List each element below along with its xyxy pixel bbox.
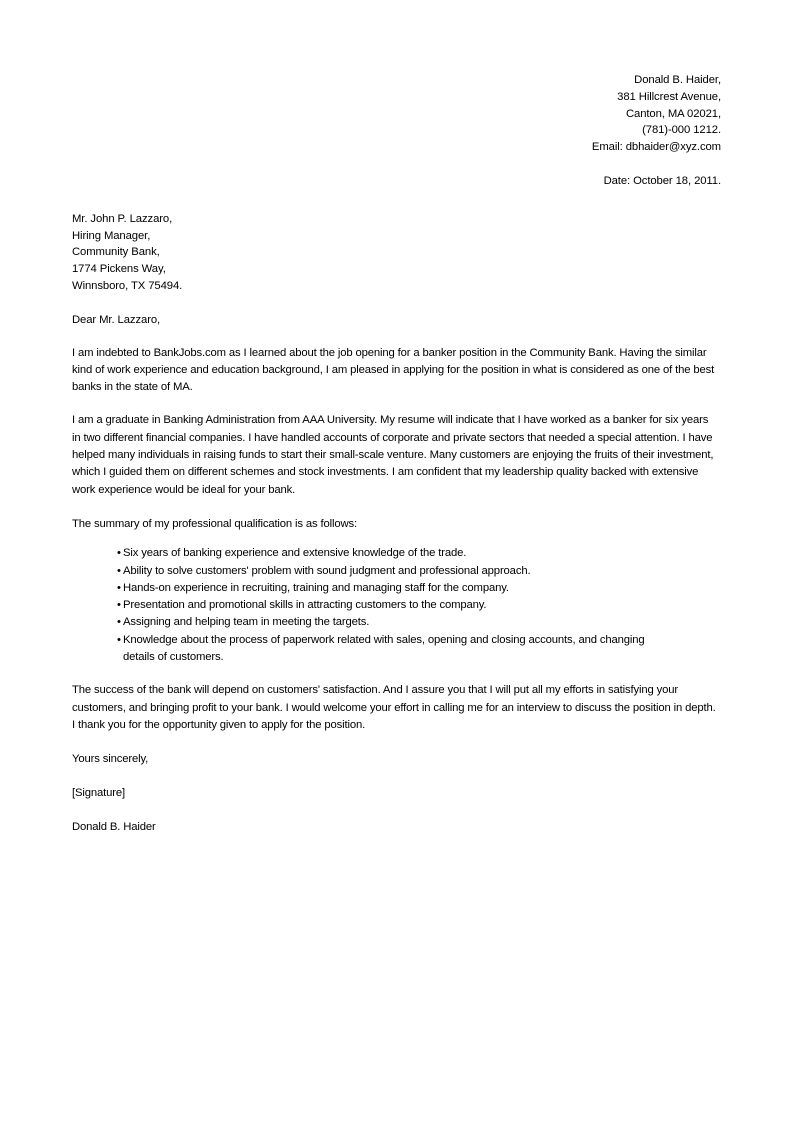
bullet-icon: • <box>117 616 121 629</box>
list-item-label: Assigning and helping team in meeting the targets. <box>123 616 370 629</box>
bullet-icon: • <box>117 633 121 646</box>
closing-paragraph: The success of the bank will depend on customers' satisfaction. And I assure you that I will put all my efforts in satisfying your customers, and bringing profit to your bank. I would welcome your effort in calling me for an interview to discuss the position in depth. I thank you for the opportunity given to apply for the position. <box>72 684 716 731</box>
recipient-company-line: Community Bank, <box>72 246 160 259</box>
list-item <box>72 545 652 562</box>
recipient-name-line: Mr. John P. Lazzaro, <box>72 212 173 225</box>
letter-date: Date: October 18, 2011. <box>603 174 721 187</box>
sender-address-line: Canton, MA 02021, <box>625 107 721 120</box>
qualification-list-intro: The summary of my professional qualification is as follows: <box>72 517 357 530</box>
list-item-label: Ability to solve customers' problem with sound judgment and professional approach. <box>123 564 531 577</box>
sender-address-block <box>72 72 721 156</box>
bullet-icon: • <box>117 599 121 612</box>
bullet-icon: • <box>117 564 121 577</box>
recipient-city-line: Winnsboro, TX 75494. <box>72 279 183 292</box>
signer-name: Donald B. Haider <box>72 820 156 833</box>
list-item <box>72 563 652 580</box>
list-item <box>72 632 652 667</box>
salutation: Dear Mr. Lazzaro, <box>72 313 161 326</box>
list-item-label: Knowledge about the process of paperwork related with sales, opening and closing accounts, and changing details of customers. <box>123 633 645 664</box>
list-item <box>72 614 652 631</box>
body-paragraph-1: I am indebted to BankJobs.com as I learned about the job opening for a banker position in the Community Bank. Having the similar kind of work experience and education background, I am pleased in applying for the position in what is considered as one of the best banks in the state of MA. <box>72 346 715 394</box>
sender-address-line: 381 Hillcrest Avenue, <box>617 90 721 103</box>
letter-content-area <box>72 72 721 836</box>
sender-phone-line: (781)-000 1212. <box>642 124 721 137</box>
list-item <box>72 580 652 597</box>
sender-address-line: Donald B. Haider, <box>634 74 721 86</box>
qualification-list <box>72 545 652 666</box>
list-item-label: Presentation and promotional skills in attracting customers to the company. <box>123 599 487 612</box>
signature-placeholder: [Signature] <box>72 786 125 799</box>
valediction: Yours sincerely, <box>72 753 149 766</box>
bullet-icon: • <box>117 581 121 594</box>
list-item-label: Six years of banking experience and extensive knowledge of the trade. <box>123 547 467 560</box>
list-item-label: Hands-on experience in recruiting, training and managing staff for the company. <box>123 581 509 594</box>
list-item <box>72 597 652 614</box>
sender-email-line: Email: dbhaider@xyz.com <box>591 141 721 154</box>
recipient-address-block <box>72 211 721 295</box>
recipient-title-line: Hiring Manager, <box>72 229 151 242</box>
recipient-street-line: 1774 Pickens Way, <box>72 263 166 276</box>
body-paragraph-2: I am a graduate in Banking Administration from AAA University. My resume will indicate that I have worked as a banker for six years in two different financial companies. I have handled accounts of corporate and private sectors that needed a special attention. I have helped many individuals in raising funds to start their small-scale venture. Many customers are enjoying the fruits of their investment, which I guided them on different schemes and stock investments. I am confident that my leadership quality backed with extensive work experience would be ideal for your bank. <box>72 414 714 496</box>
bullet-icon: • <box>117 547 121 560</box>
